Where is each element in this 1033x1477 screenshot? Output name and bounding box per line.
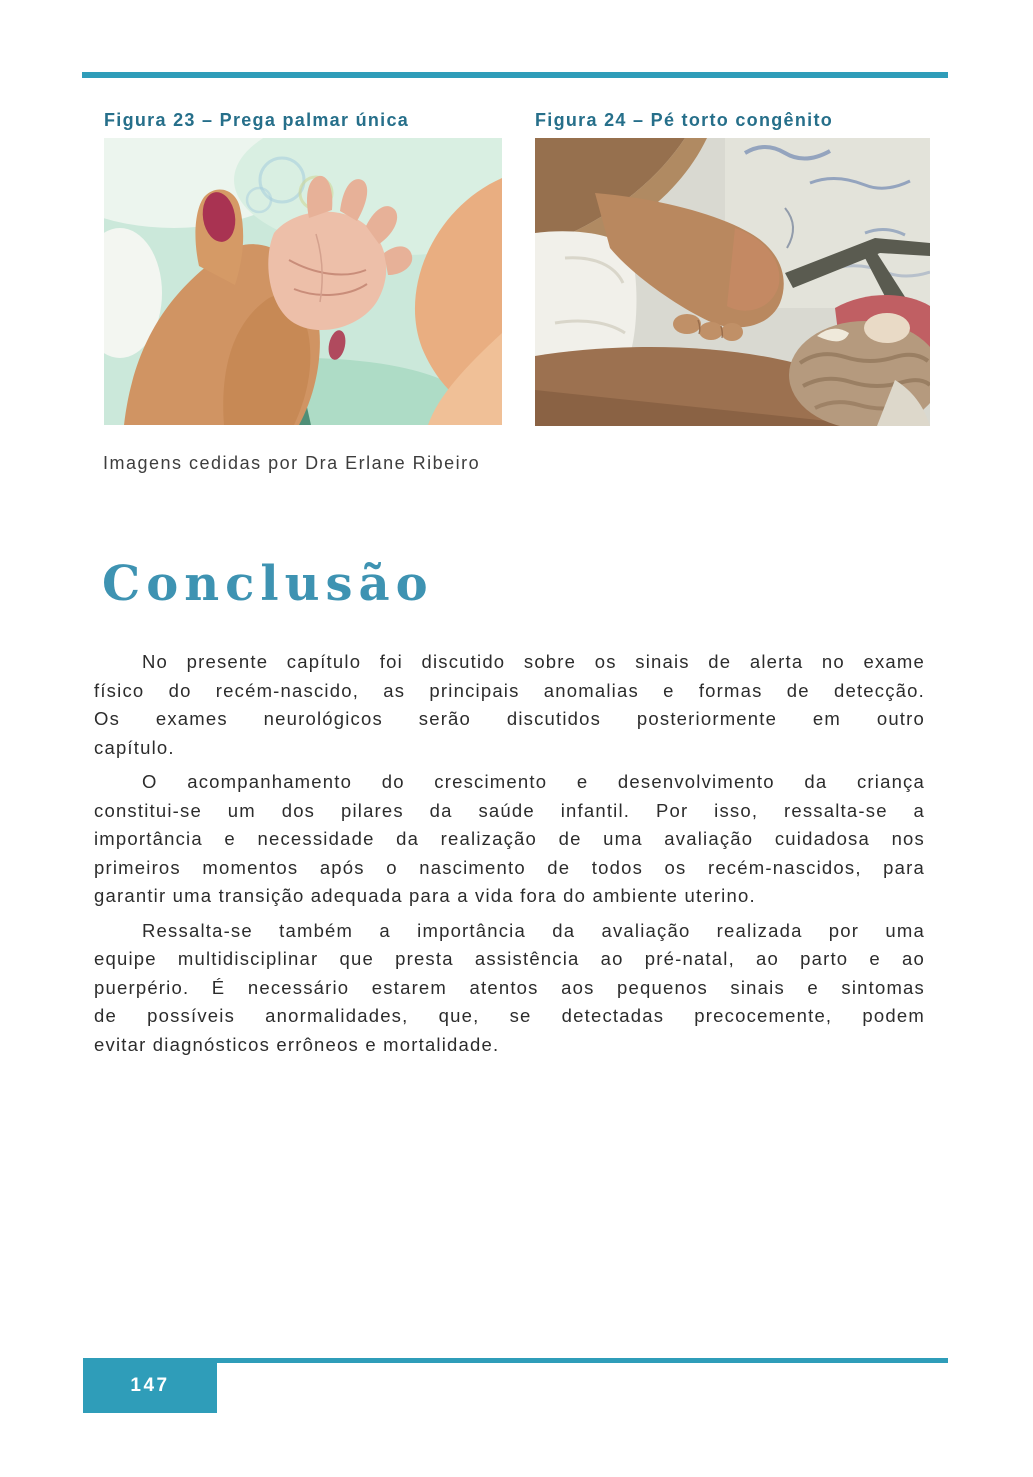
text-line: Ressalta-se também a importância da avaliação realizada por uma [142, 919, 925, 941]
top-divider-rule [82, 72, 948, 78]
section-title: Conclusão [102, 556, 434, 612]
text-line: físico do recém-nascido, as principais anomalias e formas de detecção. [94, 679, 925, 701]
paragraph [94, 648, 925, 762]
text-line: capítulo. [94, 736, 175, 758]
text-line: constitui-se um dos pilares da saúde infantil. Por isso, ressalta-se a [94, 799, 925, 821]
figure-23 [104, 110, 502, 425]
body-text-block [94, 648, 925, 1059]
text-line: primeiros momentos após o nascimento de todos os recém-nascidos, para [94, 856, 925, 878]
text-line: equipe multidisciplinar que presta assistência ao pré-natal, ao parto e ao [94, 948, 925, 969]
text-line: Os exames neurológicos serão discutidos posteriormente em outro [94, 708, 925, 729]
text-line: de possíveis anormalidades, que, se detectadas precocemente, podem [94, 1005, 925, 1026]
figure-24 [535, 110, 930, 426]
figure-23-caption: Figura 23 – Prega palmar única [104, 110, 410, 130]
page-number: 147 [130, 1374, 170, 1396]
text-line: O acompanhamento do crescimento e desenvolvimento da criança [142, 771, 925, 792]
figure-23-photo [104, 138, 502, 425]
text-line: No presente capítulo foi discutido sobre os sinais de alerta no exame [142, 651, 925, 672]
image-credit-line: Imagens cedidas por Dra Erlane Ribeiro [103, 453, 481, 473]
text-line: importância e necessidade da realização de uma avaliação cuidadosa nos [94, 828, 925, 849]
text-line: evitar diagnósticos errôneos e mortalidade. [94, 1033, 500, 1055]
text-line: puerpério. É necessário estarem atentos aos pequenos sinais e sintomas [94, 976, 925, 998]
page-number-box [83, 1358, 217, 1413]
figure-24-caption: Figura 24 – Pé torto congênito [535, 110, 834, 130]
text-line: garantir uma transição adequada para a vida fora do ambiente uterino. [94, 885, 756, 906]
paragraph [94, 917, 925, 1060]
figure-24-photo [535, 138, 930, 426]
paragraph [94, 768, 925, 911]
